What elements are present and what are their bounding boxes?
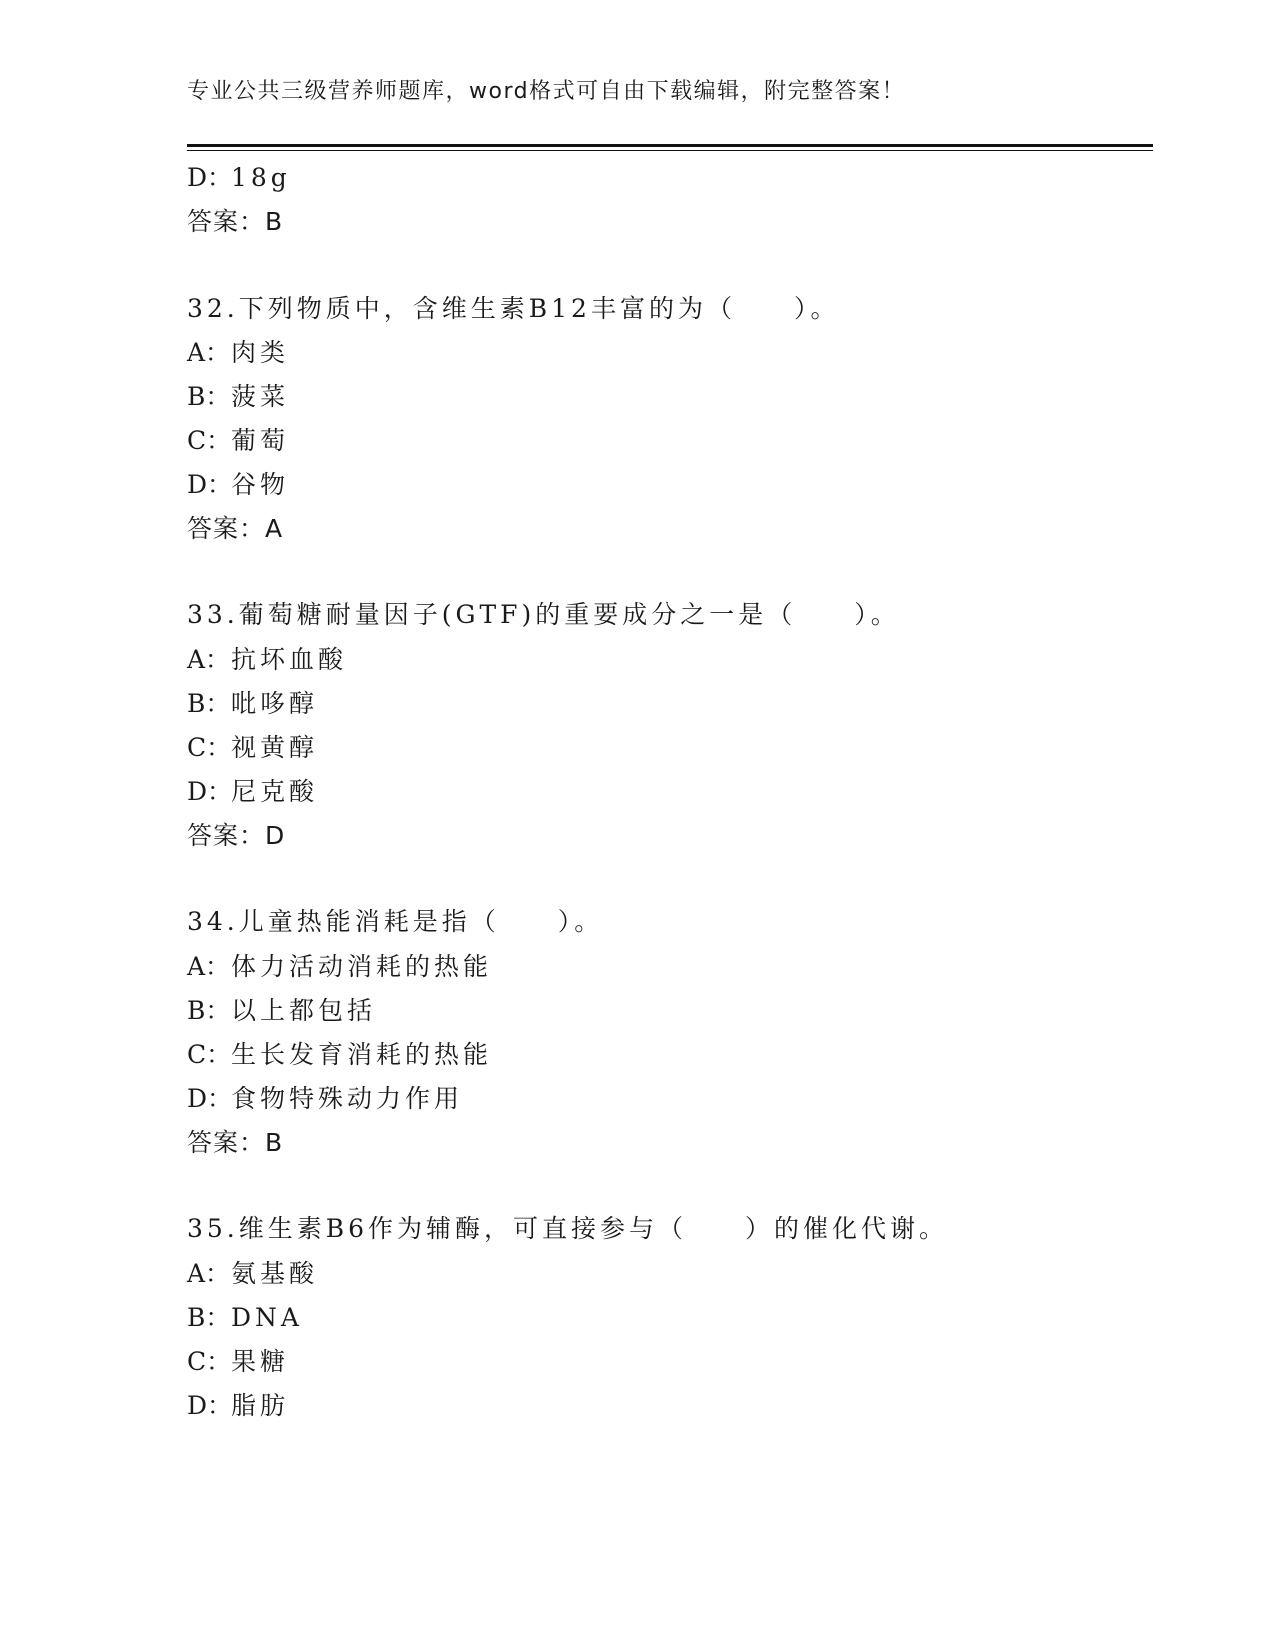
option-label: B： [187,382,231,411]
fragment-option-d-text: 18g [231,163,291,192]
header-rule-thin [187,150,1153,151]
option-text: 视黄醇 [231,733,319,762]
option-d [187,470,289,500]
option-label: B： [187,996,231,1025]
option-d [187,1084,463,1114]
option-text: 氨基酸 [231,1259,319,1288]
option-text: 食物特殊动力作用 [231,1084,464,1113]
option-label: D： [187,777,233,806]
option-label: B： [187,1303,231,1332]
option-c [187,426,289,456]
answer: 答案：A [187,514,284,543]
option-label: A： [187,1259,231,1288]
option-a [187,338,289,368]
question-stem: 34.儿童热能消耗是指（ ）。 [187,907,604,936]
question-stem: 33.葡萄糖耐量因子(GTF)的重要成分之一是（ ）。 [187,600,900,629]
option-a [187,645,347,675]
option-text: 尼克酸 [231,777,319,806]
option-text: 吡哆醇 [231,689,319,718]
option-text: 果糖 [231,1347,290,1376]
option-c [187,1040,492,1070]
option-b [187,382,289,412]
question-stem: 35.维生素B6作为辅酶，可直接参与（ ）的催化代谢。 [187,1214,949,1243]
option-c [187,733,318,763]
option-label: B： [187,689,231,718]
option-text: 生长发育消耗的热能 [231,1040,493,1069]
option-label: C： [187,426,232,455]
option-text: 抗坏血酸 [231,645,348,674]
option-label: A： [187,338,231,367]
answer: 答案：D [187,821,286,850]
option-label: D： [187,1391,233,1420]
header-rule-thick [187,144,1153,147]
option-text: 菠菜 [231,382,290,411]
option-c [187,1347,289,1377]
option-text: 脂肪 [231,1391,290,1420]
page-header: 专业公共三级营养师题库，word格式可自由下载编辑，附完整答案！ [187,79,906,104]
option-label: C： [187,733,232,762]
option-text: DNA [231,1303,303,1332]
option-text: 谷物 [231,470,290,499]
option-label: C： [187,1040,232,1069]
option-text: 以上都包括 [231,996,377,1025]
answer: 答案：B [187,1128,284,1157]
option-label: D： [187,470,233,499]
option-label: C： [187,1347,232,1376]
option-b [187,689,318,719]
option-a [187,1259,318,1289]
option-text: 葡萄 [231,426,290,455]
option-a [187,952,492,982]
option-label: A： [187,952,231,981]
option-label: D： [187,1084,233,1113]
option-label: A： [187,645,231,674]
option-d [187,777,318,807]
fragment-option-d: D：18g [187,163,291,192]
fragment-answer: 答案：B [187,207,284,236]
option-text: 肉类 [231,338,290,367]
option-b [187,1303,303,1333]
option-text: 体力活动消耗的热能 [231,952,493,981]
option-d [187,1391,289,1421]
option-b [187,996,376,1026]
question-stem: 32.下列物质中，含维生素B12丰富的为（ ）。 [187,294,840,323]
